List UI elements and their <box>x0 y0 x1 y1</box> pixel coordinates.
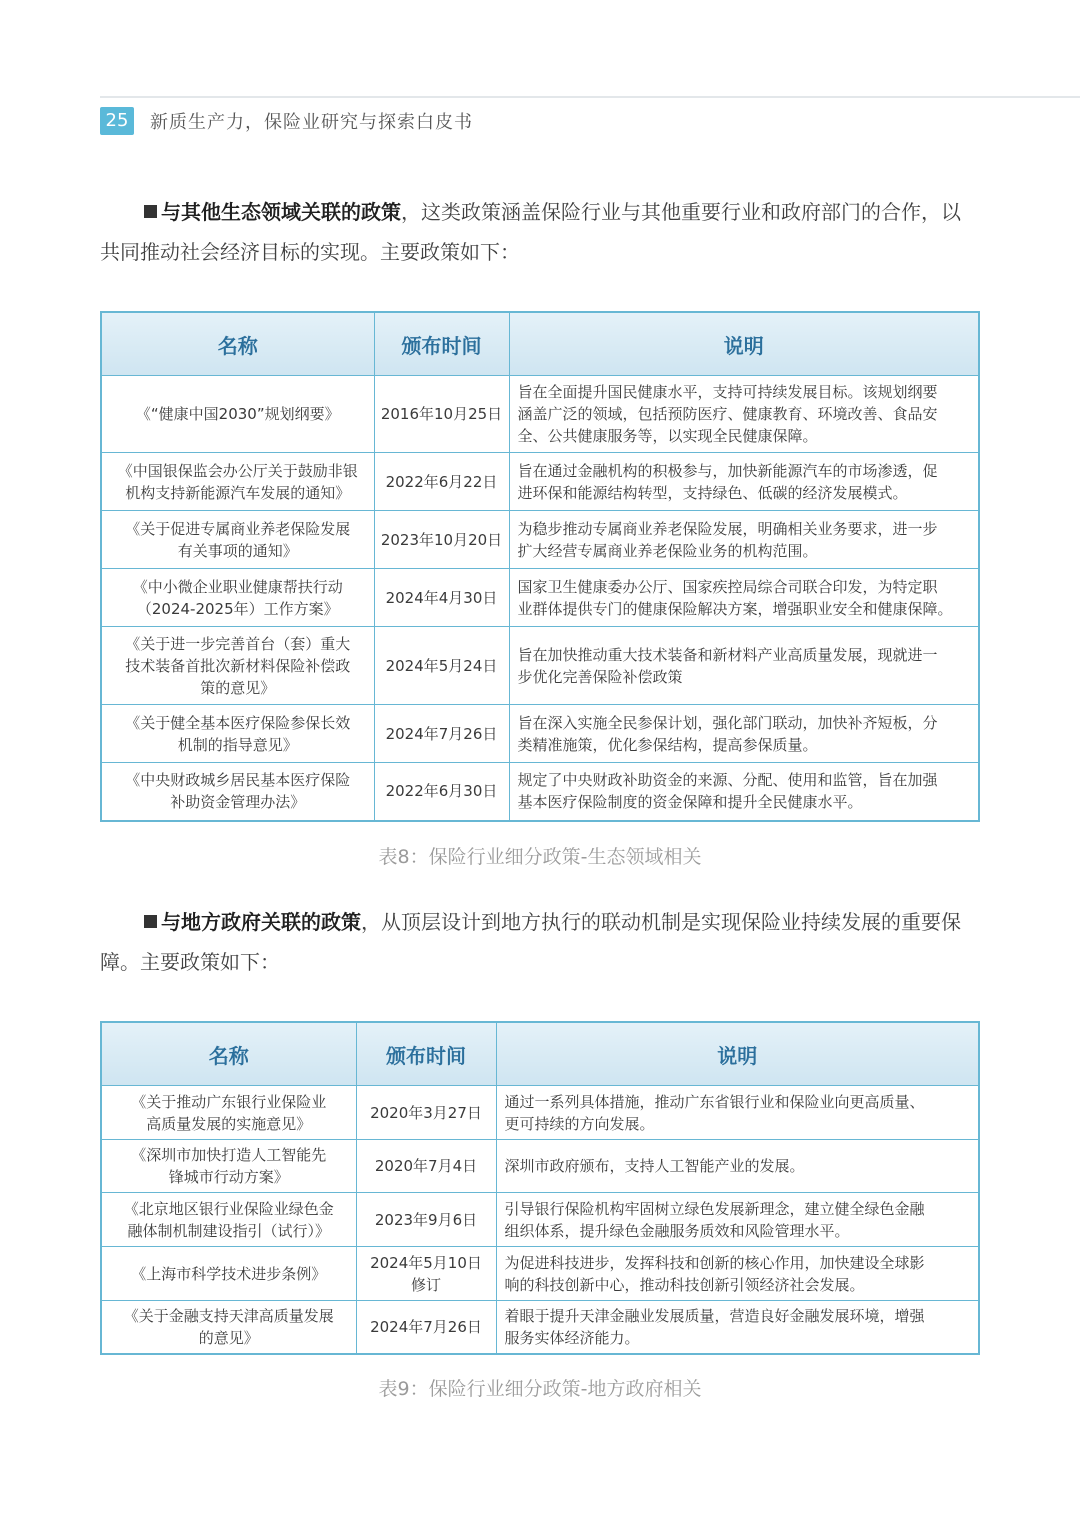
column-header-description: 说明 <box>496 1022 979 1086</box>
policy-name: 《关于推动广东银行业保险业 高质量发展的实施意见》 <box>101 1086 356 1140</box>
header-rule <box>100 96 1080 98</box>
policy-name: 《上海市科学技术进步条例》 <box>101 1247 356 1301</box>
section1-lead: 与其他生态领域关联的政策 <box>161 200 401 224</box>
policy-name: 《中央财政城乡居民基本医疗保险 补助资金管理办法》 <box>101 763 374 821</box>
table8-caption: 表8：保险行业细分政策-生态领域相关 <box>378 846 702 868</box>
policy-name: 《深圳市加快打造人工智能先 锋城市行动方案》 <box>101 1140 356 1193</box>
table-row <box>101 511 979 569</box>
policy-name: 《中国银保监会办公厅关于鼓励非银 机构支持新能源汽车发展的通知》 <box>101 453 374 511</box>
page-header <box>100 106 473 136</box>
column-header-description: 说明 <box>509 312 979 376</box>
document-title: 新质生产力，保险业研究与探索白皮书 <box>150 112 473 133</box>
table-row <box>101 453 979 511</box>
column-header-name: 名称 <box>101 312 374 376</box>
policy-table-local-government <box>100 1021 980 1355</box>
policy-description: 旨在深入实施全民参保计划，强化部门联动，加快补齐短板，分 类精准施策，优化参保结构，提高参保质量。 <box>509 705 979 763</box>
policy-date: 2024年4月30日 <box>374 569 509 627</box>
policy-description: 为促进科技进步，发挥科技和创新的核心作用，加快建设全球影 响的科技创新中心，推动科技创新引领经济社会发展。 <box>496 1247 979 1301</box>
policy-date: 2020年3月27日 <box>356 1086 496 1140</box>
policy-date: 2024年7月26日 <box>356 1301 496 1354</box>
policy-description: 着眼于提升天津金融业发展质量，营造良好金融发展环境，增强 服务实体经济能力。 <box>496 1301 979 1354</box>
policy-description: 旨在全面提升国民健康水平，支持可持续发展目标。该规划纲要 涵盖广泛的领域，包括预防医疗、健康教育、环境改善、食品安 全、公共健康服务等，以实现全民健康保障。 <box>509 376 979 453</box>
table-row <box>101 569 979 627</box>
section1-paragraph: 与其他生态领域关联的政策，这类政策涵盖保险行业与其他重要行业和政府部门的合作，以 共同推动社会经济目标的实现。主要政策如下： <box>100 200 961 264</box>
policy-table-ecosystem <box>100 311 980 822</box>
policy-date: 2024年5月24日 <box>374 627 509 705</box>
policy-date: 2024年7月26日 <box>374 705 509 763</box>
table-row <box>101 627 979 705</box>
policy-date: 2023年10月20日 <box>374 511 509 569</box>
policy-date: 2023年9月6日 <box>356 1193 496 1247</box>
policy-date: 2020年7月4日 <box>356 1140 496 1193</box>
section2-paragraph: 与地方政府关联的政策，从顶层设计到地方执行的联动机制是实现保险业持续发展的重要保 障。主要政策如下： <box>100 910 961 974</box>
policy-name: 《关于进一步完善首台（套）重大 技术装备首批次新材料保险补偿政 策的意见》 <box>101 627 374 705</box>
table-row <box>101 1301 979 1354</box>
policy-date: 2024年5月10日 修订 <box>356 1247 496 1301</box>
policy-description: 规定了中央财政补助资金的来源、分配、使用和监管，旨在加强 基本医疗保险制度的资金保障和提升全民健康水平。 <box>509 763 979 821</box>
table9-caption: 表9：保险行业细分政策-地方政府相关 <box>378 1378 702 1400</box>
policy-description: 引导银行保险机构牢固树立绿色发展新理念，建立健全绿色金融 组织体系，提升绿色金融服务质效和风险管理水平。 <box>496 1193 979 1247</box>
section2-lead: 与地方政府关联的政策 <box>161 910 361 934</box>
policy-date: 2016年10月25日 <box>374 376 509 453</box>
table-header-row <box>101 312 979 376</box>
policy-date: 2022年6月30日 <box>374 763 509 821</box>
policy-name: 《中小微企业职业健康帮扶行动 （2024-2025年）工作方案》 <box>101 569 374 627</box>
square-bullet-icon <box>144 205 157 218</box>
table-row <box>101 1086 979 1140</box>
square-bullet-icon <box>144 915 157 928</box>
table-row <box>101 763 979 821</box>
policy-description: 深圳市政府颁布，支持人工智能产业的发展。 <box>496 1140 979 1193</box>
policy-name: 《关于金融支持天津高质量发展 的意见》 <box>101 1301 356 1354</box>
policy-name: 《北京地区银行业保险业绿色金 融体制机制建设指引（试行）》 <box>101 1193 356 1247</box>
policy-description: 通过一系列具体措施，推动广东省银行业和保险业向更高质量、 更可持续的方向发展。 <box>496 1086 979 1140</box>
table-row <box>101 705 979 763</box>
table-row <box>101 1247 979 1301</box>
policy-name: 《关于促进专属商业养老保险发展 有关事项的通知》 <box>101 511 374 569</box>
policy-date: 2022年6月22日 <box>374 453 509 511</box>
column-header-date: 颁布时间 <box>374 312 509 376</box>
policy-name: 《关于健全基本医疗保险参保长效 机制的指导意见》 <box>101 705 374 763</box>
page-number: 25 <box>100 107 134 135</box>
table-row <box>101 1140 979 1193</box>
table-row <box>101 1193 979 1247</box>
policy-description: 为稳步推动专属商业养老保险发展，明确相关业务要求，进一步 扩大经营专属商业养老保险业务的机构范围。 <box>509 511 979 569</box>
column-header-date: 颁布时间 <box>356 1022 496 1086</box>
policy-description: 旨在通过金融机构的积极参与，加快新能源汽车的市场渗透，促 进环保和能源结构转型，支持绿色、低碳的经济发展模式。 <box>509 453 979 511</box>
policy-name: 《“健康中国2030”规划纲要》 <box>101 376 374 453</box>
column-header-name: 名称 <box>101 1022 356 1086</box>
policy-description: 旨在加快推动重大技术装备和新材料产业高质量发展，现就进一 步优化完善保险补偿政策 <box>509 627 979 705</box>
table-header-row <box>101 1022 979 1086</box>
table-row <box>101 376 979 453</box>
policy-description: 国家卫生健康委办公厅、国家疾控局综合司联合印发，为特定职 业群体提供专门的健康保险解决方案，增强职业安全和健康保障。 <box>509 569 979 627</box>
